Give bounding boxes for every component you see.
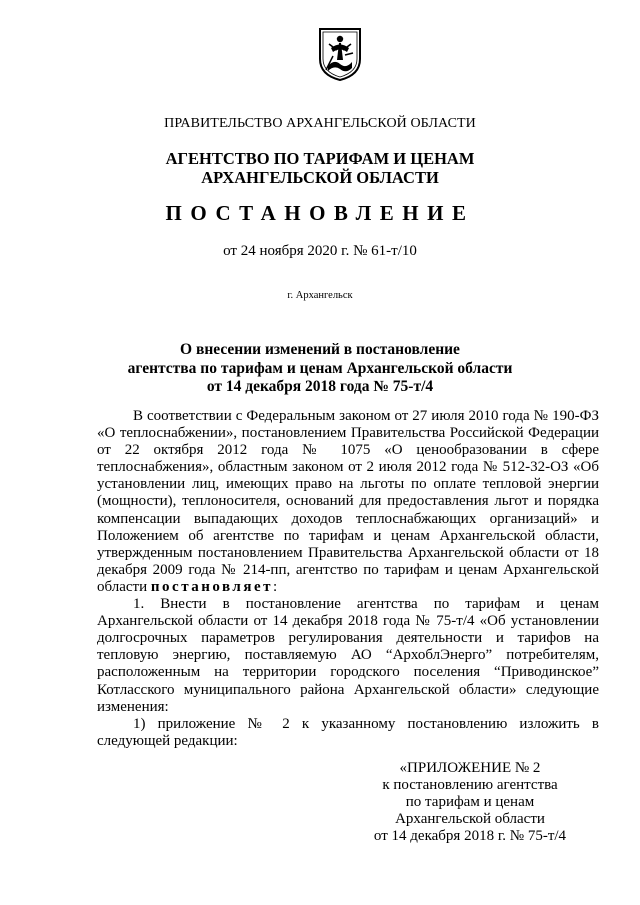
- subject-line2: агентства по тарифам и ценам Архангельской области: [127, 359, 513, 377]
- document-city: г. Архангельск: [287, 290, 353, 301]
- item-1-paragraph: 1. Внести в постановление агентства по тарифам и ценам Архангельской области от 14 декабря 2018 года № 75-т/4 «Об установлении долгосрочных параметров регулирования деятельности и тарифов на тепловую энергию, поставляемую АО “АрхоблЭнерго” потребителям, расположенным на территории городского поселения “Приводинское” Котласского муниципального района Архангельской области» следующие изменения:: [97, 596, 599, 715]
- agency-name-line2: АРХАНГЕЛЬСКОЙ ОБЛАСТИ: [201, 168, 439, 187]
- document-type: ПОСТАНОВЛЕНИЕ: [165, 201, 475, 225]
- appendix-line4: от 14 декабря 2018 г. № 75-т/4: [373, 828, 567, 845]
- agency-name-line1: АГЕНТСТВО ПО ТАРИФАМ И ЦЕНАМ: [165, 149, 475, 168]
- document-date-number: от 24 ноября 2020 г. № 61-т/10: [223, 243, 417, 259]
- appendix-line1: к постановлению агентства: [382, 777, 558, 794]
- government-name: ПРАВИТЕЛЬСТВО АРХАНГЕЛЬСКОЙ ОБЛАСТИ: [164, 116, 476, 131]
- appendix-line2: по тарифам и ценам: [405, 794, 535, 811]
- document-body: [97, 408, 599, 750]
- resolves-word: постановляет: [150, 578, 273, 595]
- appendix-header: [360, 760, 580, 845]
- resolves-colon: :: [273, 578, 278, 595]
- appendix-line3: Архангельской области: [395, 811, 545, 828]
- agency-name: [0, 149, 640, 187]
- subject-line1: О внесении изменений в постановление: [180, 341, 460, 358]
- subject-line3: от 14 декабря 2018 года № 75-т/4: [206, 378, 434, 395]
- subitem-1-paragraph: 1) приложение № 2 к указанному постановлению изложить в следующей редакции:: [97, 715, 599, 749]
- preamble-paragraph: [97, 408, 599, 596]
- document-subject: [0, 341, 640, 397]
- appendix-title: «ПРИЛОЖЕНИЕ № 2: [399, 760, 541, 776]
- coat-of-arms-icon: [317, 26, 363, 82]
- preamble-text: В соответствии с Федеральным законом от 27 июля 2010 года № 190-ФЗ «О теплоснабжении», постановлением Правительства Российской Федерации от 22 октября 2012 года № 1075 «О ценообразовании в сфере теплоснабжения», областным законом от 2 июля 2012 года № 512-32-ОЗ «Об установлении лиц, имеющих право на льготы по оплате тепловой энергии (мощности), теплоносителя, оснований для предоставления льгот и порядка компенсации выпадающих доходов теплоснабжающих организаций» и Положением об агентстве по тарифам и ценам Архангельской области, утвержденным постановлением Правительства Архангельской области от 18 декабря 2009 года № 214-пп, агентство по тарифам и ценам Архангельской области: [97, 408, 599, 595]
